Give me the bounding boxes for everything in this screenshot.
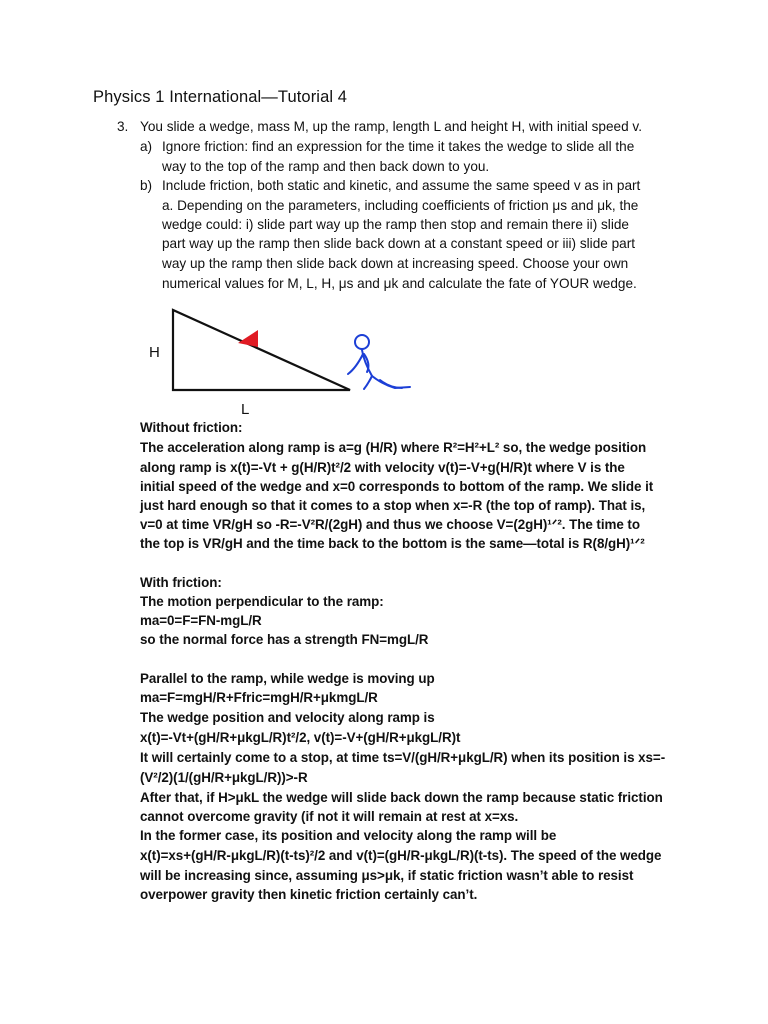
solution-line: With friction:	[140, 575, 222, 590]
solution-line: so the normal force has a strength FN=mgL/R	[140, 632, 429, 647]
solution-line: It will certainly come to a stop, at time ts=V/(gH/R+μkgL/R) when its position is xs=-	[140, 750, 666, 765]
solution-line: In the former case, its position and velocity along the ramp will be	[140, 828, 557, 843]
question-number: 3.	[117, 119, 129, 134]
solution-line: x(t)=xs+(gH/R-μkgL/R)(t-ts)²/2 and v(t)=(gH/R-μkgL/R)(t-ts). The speed of the wedge	[140, 848, 662, 863]
solution-line: The motion perpendicular to the ramp:	[140, 594, 384, 609]
label-l: L	[241, 401, 250, 417]
part-a-line: Ignore friction: find an expression for the time it takes the wedge to slide all the	[162, 139, 635, 154]
solution-line: will be increasing since, assuming μs>μk, if static friction wasn’t able to resist	[140, 868, 634, 883]
question-text: You slide a wedge, mass M, up the ramp, length L and height H, with initial speed v.	[140, 119, 642, 134]
part-b-line: wedge could: i) slide part way up the ramp then stop and remain there ii) slide	[162, 217, 629, 232]
solution-line: along ramp is x(t)=-Vt + g(H/R)t²/2 with velocity v(t)=-V+g(H/R)t where V is the	[140, 460, 625, 475]
part-b-line: Include friction, both static and kinetic, and assume the same speed v as in part	[162, 178, 641, 193]
solution-line: the top is VR/gH and the time back to the bottom is the same—total is R(8/gH)¹ᐟ²	[140, 536, 645, 551]
solution-line: cannot overcome gravity (if not it will remain at rest at x=xs.	[140, 809, 519, 824]
part-a-letter: a)	[140, 139, 153, 154]
solution-line: overpower gravity then kinetic friction certainly can’t.	[140, 887, 478, 902]
ramp-figure	[140, 302, 440, 417]
label-h: H	[149, 344, 160, 361]
solution-line: ma=F=mgH/R+Ffric=mgH/R+μkmgL/R	[140, 690, 378, 705]
solution-line: The wedge position and velocity along ramp is	[140, 710, 435, 725]
solution-line: Parallel to the ramp, while wedge is moving up	[140, 671, 435, 686]
part-b-line: a. Depending on the parameters, including coefficients of friction μs and μk, the	[162, 198, 639, 213]
ramp-triangle	[173, 310, 350, 390]
part-a-line: way to the top of the ramp and then back down to you.	[162, 159, 490, 174]
part-b-letter: b)	[140, 178, 153, 193]
solution-line: initial speed of the wedge and x=0 corresponds to bottom of the ramp. We slide it	[140, 479, 654, 494]
solution-line: v=0 at time VR/gH so -R=-V²R/(2gH) and thus we choose V=(2gH)¹ᐟ². The time to	[140, 517, 640, 532]
solution-line: just hard enough so that it comes to a stop when x=-R (the top of ramp). That is,	[140, 498, 646, 513]
solution-line: The acceleration along ramp is a=g (H/R) where R²=H²+L² so, the wedge position	[140, 440, 647, 455]
person-figure	[348, 335, 410, 389]
part-b-line: numerical values for M, L, H, μs and μk and calculate the fate of YOUR wedge.	[162, 276, 637, 291]
solution-line: ma=0=F=FN-mgL/R	[140, 613, 262, 628]
solution-line: x(t)=-Vt+(gH/R+μkgL/R)t²/2, v(t)=-V+(gH/R+μkgL/R)t	[140, 730, 461, 745]
wedge-shape	[238, 330, 258, 347]
solution-line: Without friction:	[140, 420, 243, 435]
part-b-line: way up the ramp then slide back down at increasing speed. Choose your own	[162, 256, 629, 271]
part-b-line: part way up the ramp then slide back down at a constant speed or iii) slide part	[162, 236, 636, 251]
solution-line: After that, if H>μkL the wedge will slide back down the ramp because static friction	[140, 790, 663, 805]
page-title: Physics 1 International—Tutorial 4	[93, 88, 348, 106]
solution-line: (V²/2)(1/(gH/R+μkgL/R))>-R	[140, 770, 308, 785]
